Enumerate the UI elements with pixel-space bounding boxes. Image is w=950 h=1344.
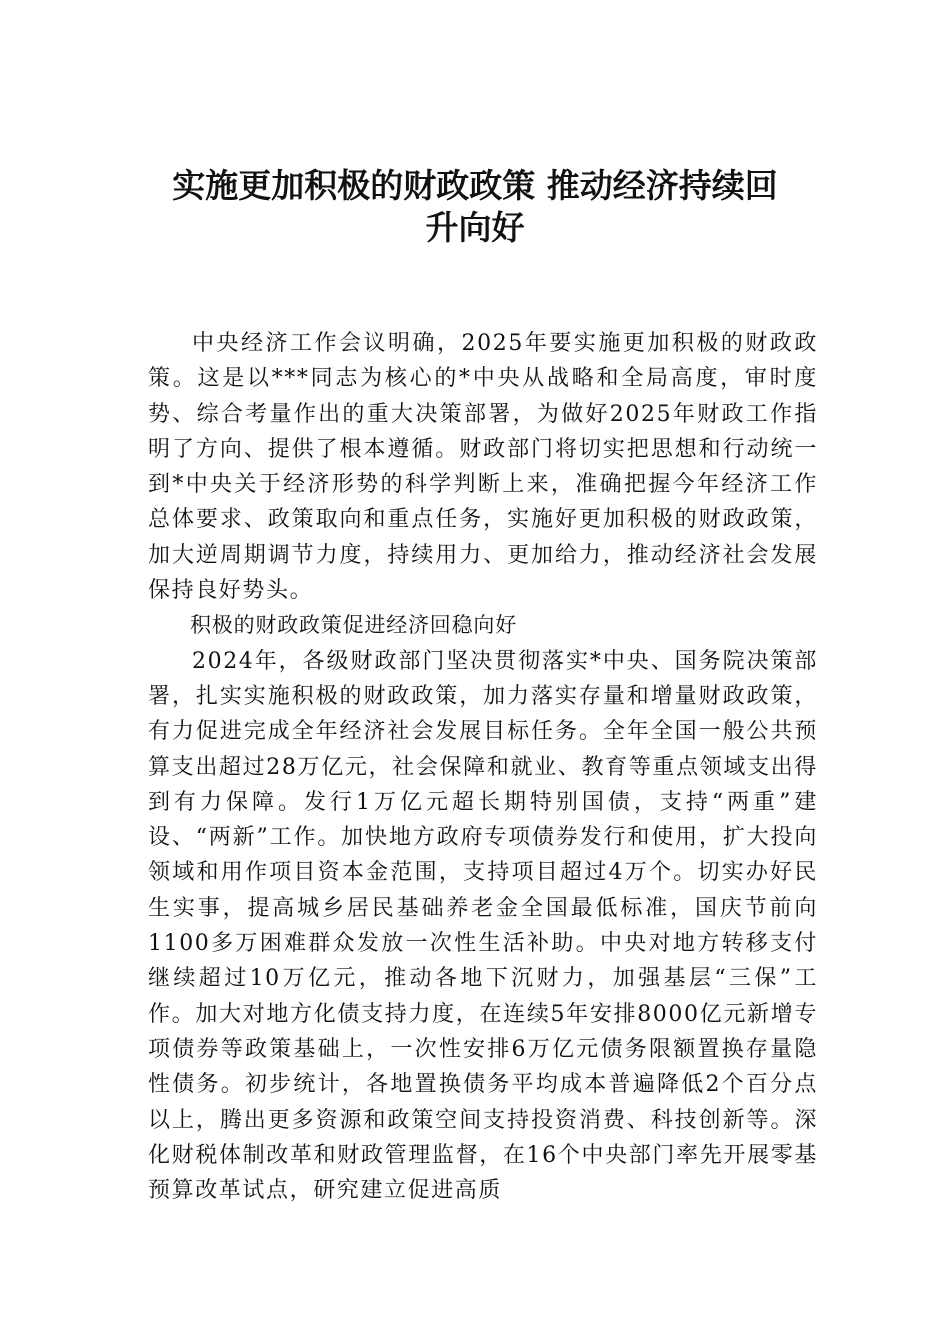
document-title-line-1: 实施更加积极的财政政策 推动经济持续回 [172,166,778,205]
paragraph-intro: 中央经济工作会议明确，2025年要实施更加积极的财政政策。这是以***同志为核心的*中央从战略和全局高度，审时度势、综合考量作出的重大决策部署，为做好2025年财政工作指明了方向、提供了根本遵循。财政部门将切实把思想和行动统一到*中央关于经济形势的科学判断上来，准确把握今年经济工作总体要求、政策取向和重点任务，实施好更加积极的财政政策，加大逆周期调节力度，持续用力、更加给力，推动经济社会发展保持良好势头。 [148,331,818,604]
document-body [148,326,818,1208]
document-title-line-2: 升向好 [425,208,525,247]
section-heading: 积极的财政政策促进经济回稳向好 [190,613,517,638]
paragraph-2024-review: 2024年，各级财政部门坚决贯彻落实*中央、国务院决策部署，扎实实施积极的财政政策，加力落实存量和增量财政政策，有力促进完成全年经济社会发展目标任务。全年全国一般公共预算支出超过28万亿元，社会保障和就业、教育等重点领域支出得到有力保障。发行1万亿元超长期特别国债，支持“两重”建设、“两新”工作。加快地方政府专项债券发行和使用，扩大投向领域和用作项目资本金范围，支持项目超过4万个。切实办好民生实事，提高城乡居民基础养老金全国最低标准，国庆节前向1100多万困难群众发放一次性生活补助。中央对地方转移支付继续超过10万亿元，推动各地下沉财力，加强基层“三保”工作。加大对地方化债支持力度，在连续5年安排8000亿元新增专项债券等政策基础上，一次性安排6万亿元债务限额置换存量隐性债务。初步统计，各地置换债务平均成本普遍降低2个百分点以上，腾出更多资源和政策空间支持投资消费、科技创新等。深化财税体制改革和财政管理监督，在16个中央部门率先开展零基预算改革试点，研究建立促进高质 [148,648,818,1204]
